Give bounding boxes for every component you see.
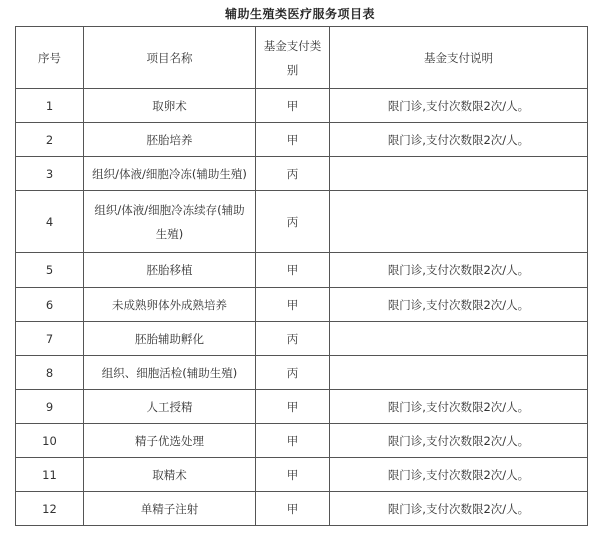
row-item-name: 人工授精 xyxy=(84,390,256,424)
header-item-name: 项目名称 xyxy=(84,27,256,89)
row-fund-note xyxy=(330,157,588,191)
row-fund-note: 限门诊,支付次数限2次/人。 xyxy=(330,89,588,123)
row-fund-category: 甲 xyxy=(256,424,330,458)
row-number: 1 xyxy=(16,89,84,123)
row-number: 7 xyxy=(16,322,84,356)
row-number: 3 xyxy=(16,157,84,191)
row-item-name: 单精子注射 xyxy=(84,492,256,526)
row-fund-category: 甲 xyxy=(256,253,330,288)
header-row xyxy=(16,27,588,89)
table-header xyxy=(16,27,588,89)
row-item-name: 取精术 xyxy=(84,458,256,492)
row-fund-category: 丙 xyxy=(256,356,330,390)
table-row xyxy=(16,89,588,123)
row-fund-category: 丙 xyxy=(256,191,330,253)
header-fund-category: 基金支付类别 xyxy=(256,27,330,89)
table-row xyxy=(16,253,588,288)
row-item-name: 组织、细胞活检(辅助生殖) xyxy=(84,356,256,390)
table-row xyxy=(16,322,588,356)
row-number: 9 xyxy=(16,390,84,424)
row-item-name: 组织/体液/细胞冷冻(辅助生殖) xyxy=(84,157,256,191)
table-body xyxy=(16,89,588,526)
header-number: 序号 xyxy=(16,27,84,89)
row-fund-category: 甲 xyxy=(256,123,330,157)
row-item-name: 组织/体液/细胞冷冻续存(辅助生殖) xyxy=(84,191,256,253)
row-number: 12 xyxy=(16,492,84,526)
row-fund-category: 甲 xyxy=(256,288,330,322)
row-fund-note: 限门诊,支付次数限2次/人。 xyxy=(330,390,588,424)
row-item-name: 胚胎辅助孵化 xyxy=(84,322,256,356)
row-item-name: 胚胎移植 xyxy=(84,253,256,288)
row-fund-note: 限门诊,支付次数限2次/人。 xyxy=(330,424,588,458)
row-number: 6 xyxy=(16,288,84,322)
table-row xyxy=(16,157,588,191)
row-fund-note xyxy=(330,322,588,356)
row-fund-note: 限门诊,支付次数限2次/人。 xyxy=(330,458,588,492)
row-fund-note: 限门诊,支付次数限2次/人。 xyxy=(330,288,588,322)
row-number: 2 xyxy=(16,123,84,157)
row-fund-category: 甲 xyxy=(256,390,330,424)
row-item-name: 取卵术 xyxy=(84,89,256,123)
row-number: 4 xyxy=(16,191,84,253)
service-items-table xyxy=(15,26,588,526)
table-row xyxy=(16,288,588,322)
row-fund-category: 丙 xyxy=(256,322,330,356)
row-number: 8 xyxy=(16,356,84,390)
row-fund-note xyxy=(330,191,588,253)
row-item-name: 精子优选处理 xyxy=(84,424,256,458)
row-fund-category: 甲 xyxy=(256,89,330,123)
row-number: 11 xyxy=(16,458,84,492)
row-fund-note: 限门诊,支付次数限2次/人。 xyxy=(330,492,588,526)
row-fund-note: 限门诊,支付次数限2次/人。 xyxy=(330,123,588,157)
row-fund-category: 甲 xyxy=(256,458,330,492)
row-number: 5 xyxy=(16,253,84,288)
row-fund-note: 限门诊,支付次数限2次/人。 xyxy=(330,253,588,288)
row-fund-category: 甲 xyxy=(256,492,330,526)
table-row xyxy=(16,356,588,390)
row-item-name: 未成熟卵体外成熟培养 xyxy=(84,288,256,322)
table-row xyxy=(16,492,588,526)
row-fund-category: 丙 xyxy=(256,157,330,191)
table-row xyxy=(16,390,588,424)
table-row xyxy=(16,424,588,458)
header-fund-note: 基金支付说明 xyxy=(330,27,588,89)
table-row xyxy=(16,191,588,253)
row-fund-note xyxy=(330,356,588,390)
row-item-name: 胚胎培养 xyxy=(84,123,256,157)
table-title: 辅助生殖类医疗服务项目表 xyxy=(224,7,375,21)
table-row xyxy=(16,123,588,157)
row-number: 10 xyxy=(16,424,84,458)
table-row xyxy=(16,458,588,492)
